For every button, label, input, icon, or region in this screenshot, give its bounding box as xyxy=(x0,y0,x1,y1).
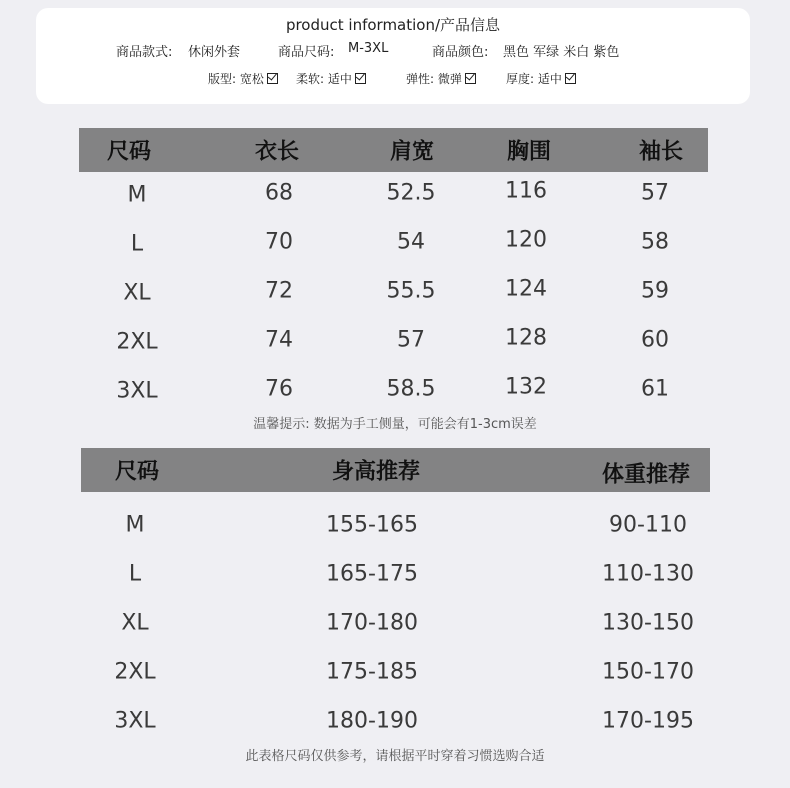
size-header-length: 衣长 xyxy=(254,139,300,165)
style-label: 商品款式: xyxy=(116,45,173,60)
table-cell: 74 xyxy=(265,327,293,353)
table-cell: 72 xyxy=(265,278,293,304)
table-cell: 130-150 xyxy=(602,610,694,636)
table-cell: 128 xyxy=(505,325,547,351)
size-value: M-3XL xyxy=(348,41,389,56)
attr-elasticity xyxy=(406,70,476,87)
recommend-header-size: 尺码 xyxy=(114,459,160,485)
table-cell: 155-165 xyxy=(326,512,418,538)
table-cell: 58 xyxy=(641,229,669,255)
checkbox-checked-icon xyxy=(565,73,576,84)
table-cell: 3XL xyxy=(114,708,156,734)
table-cell: 180-190 xyxy=(326,708,418,734)
table-cell: 124 xyxy=(505,276,547,302)
table-cell: L xyxy=(128,561,142,587)
color-label: 商品颜色: xyxy=(432,45,489,60)
size-header-chest: 胸围 xyxy=(506,139,552,165)
table-cell: 116 xyxy=(505,178,547,204)
table-cell: 61 xyxy=(641,376,669,402)
product-info-card xyxy=(36,8,750,104)
table-cell: 3XL xyxy=(116,378,158,404)
table-cell: 2XL xyxy=(114,659,156,685)
table-cell: 150-170 xyxy=(602,659,694,685)
table-cell: 165-175 xyxy=(326,561,418,587)
table-cell: XL xyxy=(121,610,149,636)
size-header-sleeve: 袖长 xyxy=(638,139,684,165)
attr-fit-label: 版型: 宽松 xyxy=(208,72,264,86)
attr-softness xyxy=(296,70,366,87)
table-cell: 170-180 xyxy=(326,610,418,636)
attr-softness-label: 柔软: 适中 xyxy=(296,72,352,86)
table-cell: L xyxy=(130,231,144,257)
table-cell: 68 xyxy=(265,180,293,206)
table-cell: 110-130 xyxy=(602,561,694,587)
attr-fit xyxy=(208,70,278,87)
table-cell: 70 xyxy=(265,229,293,255)
table-cell: 57 xyxy=(641,180,669,206)
table-cell: M xyxy=(127,182,147,208)
table-cell: 55.5 xyxy=(386,278,436,304)
table-cell: M xyxy=(125,512,145,538)
table-cell: 57 xyxy=(397,327,425,353)
recommend-header-height: 身高推荐 xyxy=(331,459,421,485)
table-cell: 54 xyxy=(397,229,425,255)
table-cell: 59 xyxy=(641,278,669,304)
table-cell: 76 xyxy=(265,376,293,402)
size-header-shoulder: 肩宽 xyxy=(389,139,435,165)
size-label: 商品尺码: xyxy=(278,45,335,60)
attr-thickness xyxy=(506,70,576,87)
table-cell: 58.5 xyxy=(386,376,436,402)
checkbox-checked-icon xyxy=(267,73,278,84)
recommend-table-header xyxy=(81,448,710,492)
reference-note: 此表格尺码仅供参考，请根据平时穿着习惯选购合适 xyxy=(245,749,545,764)
measurement-note: 温馨提示: 数据为手工侧量，可能会有1-3cm误差 xyxy=(253,417,537,432)
table-cell: XL xyxy=(123,280,151,306)
attr-elasticity-label: 弹性: 微弹 xyxy=(406,72,462,86)
table-cell: 60 xyxy=(641,327,669,353)
recommend-header-weight: 体重推荐 xyxy=(601,462,691,488)
checkbox-checked-icon xyxy=(355,73,366,84)
table-cell: 132 xyxy=(505,374,547,400)
size-header-size: 尺码 xyxy=(106,139,152,165)
table-cell: 120 xyxy=(505,227,547,253)
table-cell: 175-185 xyxy=(326,659,418,685)
table-cell: 90-110 xyxy=(609,512,687,538)
checkbox-checked-icon xyxy=(465,73,476,84)
style-value: 休闲外套 xyxy=(188,45,241,60)
attr-thickness-label: 厚度: 适中 xyxy=(506,72,562,86)
table-cell: 52.5 xyxy=(386,180,436,206)
size-table-header xyxy=(79,128,708,172)
product-info-title: product information/产品信息 xyxy=(285,16,501,34)
color-value: 黑色 军绿 米白 紫色 xyxy=(503,45,620,60)
table-cell: 170-195 xyxy=(602,708,694,734)
table-cell: 2XL xyxy=(116,329,158,355)
